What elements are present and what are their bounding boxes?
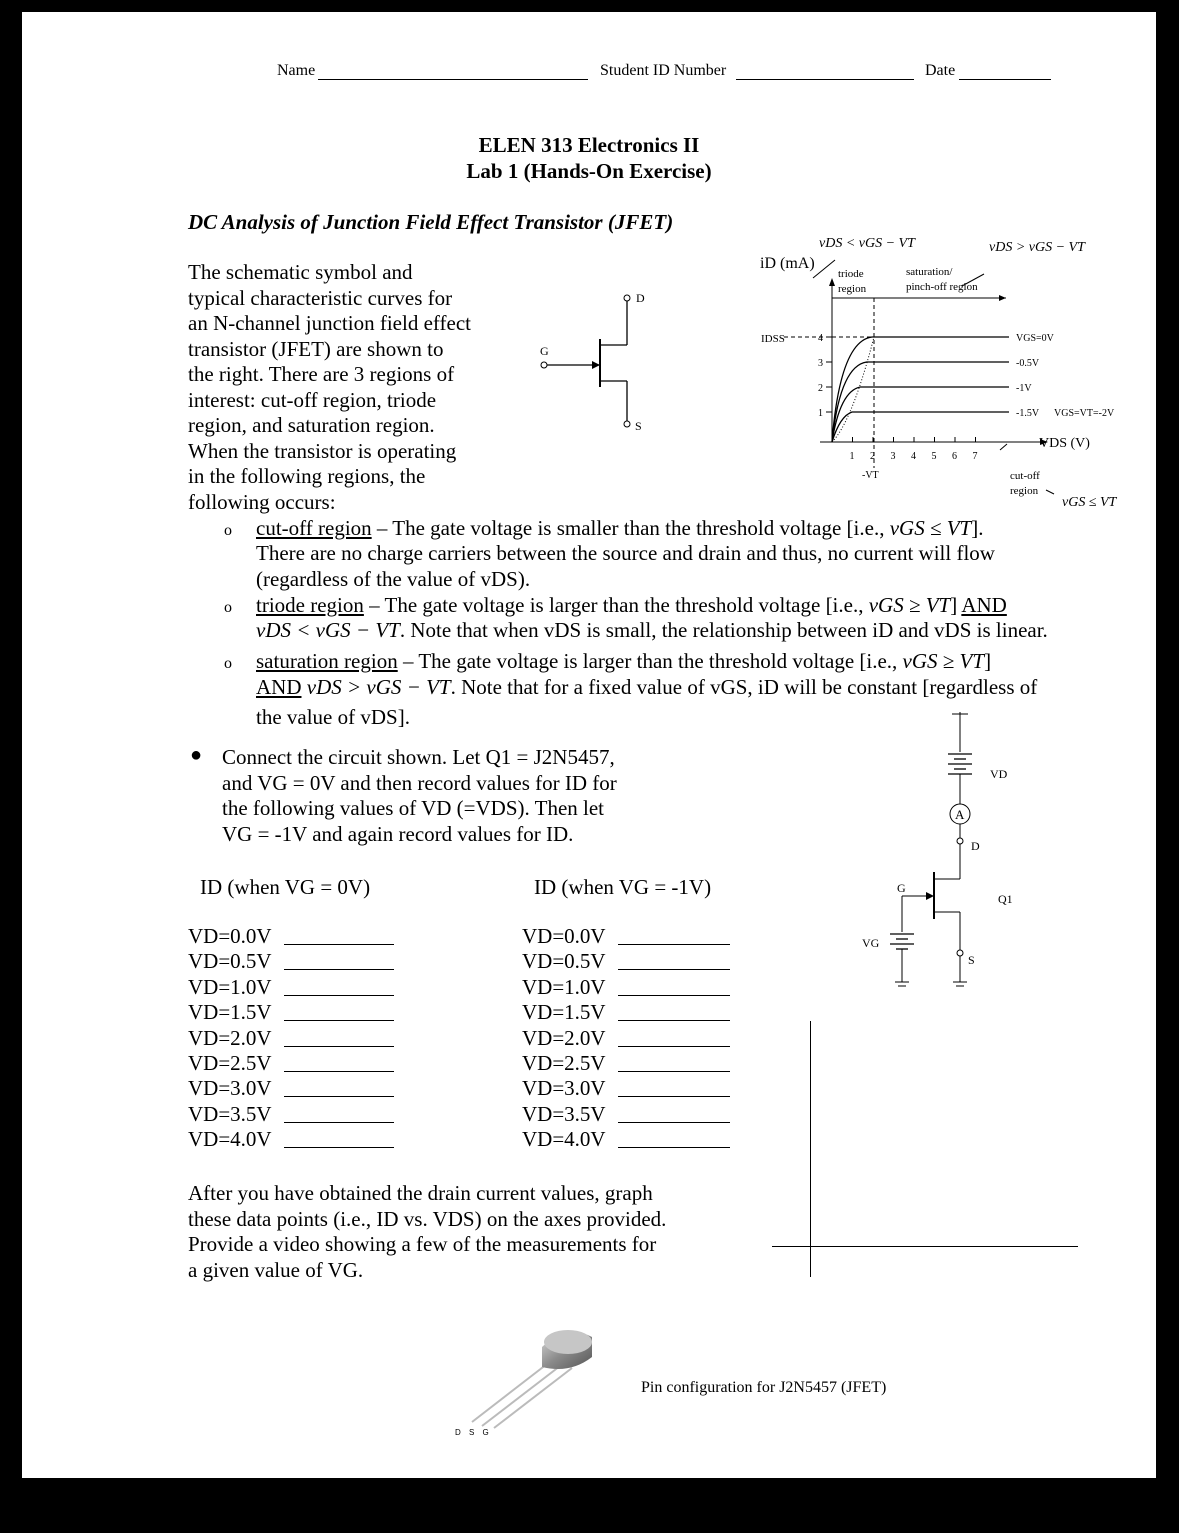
triode-condition: vGS ≥ VT [868,593,951,617]
jfet-symbol [534,287,654,437]
triode-label-1: triode [838,268,864,280]
package-top [544,1330,592,1354]
pin-caption: Pin configuration for J2N5457 (JFET) [641,1379,887,1396]
saturation-label-2: pinch-off region [906,281,978,293]
vd-label-vg-1: VD=2.0V [522,1025,606,1050]
triode-title: triode region [256,593,364,617]
vd-label-vg0: VD=3.0V [188,1076,272,1101]
vd-label-vg0: VD=0.5V [188,949,272,974]
gate-terminal [541,362,547,368]
instructions [222,745,617,847]
id-answer-blank-vg-1[interactable] [618,944,730,945]
vd-label-vg-1: VD=3.5V [522,1101,606,1126]
x-tick-label: 6 [952,451,957,462]
graph-x-axis[interactable] [772,1246,1078,1247]
id-answer-blank-vg-1[interactable] [618,995,730,996]
saturation-span-arrow [999,295,1006,301]
gate-label: G [897,881,906,895]
section-heading: DC Analysis of Junction Field Effect Transistor (JFET) [188,210,674,234]
bullet-icon: ● [190,744,203,766]
id-answer-blank-vg-1[interactable] [618,1122,730,1123]
instruction-line: and VG = 0V and then record values for ID for [222,770,617,795]
curve-1 [832,362,1009,442]
test-circuit [822,702,1022,992]
drain-terminal [624,295,630,301]
col1-heading: ID (when VG = 0V) [200,875,371,899]
curve-label: -0.5V [1016,358,1040,369]
y-axis-arrow [829,278,835,286]
x-axis-label: VDS (V) [1039,436,1090,451]
graph-y-axis[interactable] [810,1021,811,1277]
vgs-vt-label: VGS=VT=-2V [1054,408,1115,419]
y-tick-label: 1 [818,408,823,419]
lab-title: Lab 1 (Hands-On Exercise) [466,159,712,183]
drain-terminal [957,838,963,844]
triode-condition: vDS < vGS − VT [819,236,915,251]
saturation-label-1: saturation/ [906,266,953,278]
name-field[interactable] [318,79,588,80]
x-tick-label: 1 [849,451,855,462]
curve-group [784,278,1115,481]
cutoff-label-2: region [1010,485,1039,497]
document-page [22,12,1156,1478]
intro-line: region, and saturation region. [188,413,435,437]
cutoff-condition: vGS ≤ VT [1062,495,1117,510]
intro-line: interest: cut-off region, triode [188,387,437,412]
curve-label: -1.5V [1016,408,1040,419]
idss-label: IDSS [761,333,785,345]
id-answer-blank-vg-1[interactable] [618,969,730,970]
hollow-bullet-icon: o [224,655,232,672]
id-answer-blank-vg0[interactable] [284,1020,394,1021]
x-tick-label: 3 [890,451,896,462]
id-answer-blank-vg0[interactable] [284,1071,394,1072]
id-answer-blank-vg0[interactable] [284,1046,394,1047]
y-tick-label: 3 [818,358,823,369]
curve-3 [832,412,1009,442]
saturation-and: AND [256,675,302,699]
cutoff-text: – The gate voltage is smaller than the threshold voltage [i.e., [371,516,890,540]
gate-arrow [926,892,934,900]
id-answer-blank-vg-1[interactable] [618,1147,730,1148]
hollow-bullet-icon: o [224,522,232,539]
instruction-line: VG = -1V and again record values for ID. [222,821,574,846]
vd-label-vg-1: VD=3.0V [522,1076,606,1101]
gate-arrow [592,361,600,369]
source-terminal [957,950,963,956]
saturation-condition: vDS > vGS − VT [989,240,1085,255]
id-answer-blank-vg-1[interactable] [618,1020,730,1021]
name-label: Name [277,62,316,79]
intro-line: typical characteristic curves for [188,285,453,310]
date-field[interactable] [959,79,1051,80]
id-answer-blank-vg0[interactable] [284,969,394,970]
y-axis-label: iD (mA) [760,255,815,272]
intro-line: following occurs: [188,489,336,514]
cutoff-pointer [1046,490,1054,494]
vd-label-vg0: VD=3.5V [188,1101,272,1126]
saturation-end: ] [984,649,992,673]
closing-paragraph [188,1181,666,1283]
closing-line: a given value of VG. [188,1257,364,1282]
intro-paragraph [188,260,471,515]
id-answer-blank-vg0[interactable] [284,1096,394,1097]
curve-2 [832,387,1009,442]
intro-line: the right. There are 3 regions of [188,362,455,386]
triode-line2-condition: vDS < vGS − VT [256,618,400,642]
x-tick-label: 4 [911,451,916,462]
y-tick-label: 2 [818,383,823,394]
curve-0 [832,337,1009,442]
date-label: Date [925,62,956,79]
gate-label: G [540,344,549,358]
intro-line: When the transistor is operating [188,438,457,463]
ammeter-label: A [955,807,965,822]
id-answer-blank-vg0[interactable] [284,1122,394,1123]
x-tick-label: 5 [931,451,937,462]
characteristic-curves [734,230,1134,515]
q1-label: Q1 [998,892,1013,906]
vd-label-vg-1: VD=0.0V [522,924,606,948]
y-tick-label: 4 [818,333,823,344]
id-answer-blank-vg0[interactable] [284,995,394,996]
vd-label-vg-1: VD=1.0V [522,974,606,999]
saturation-line-3: the value of vDS]. [256,705,410,729]
source-label: S [635,419,642,433]
vd-label-vg0: VD=2.5V [188,1051,272,1075]
saturation-text: – The gate voltage is larger than the threshold voltage [i.e., [397,649,903,673]
vd-label-vg0: VD=0.0V [188,924,272,948]
cutoff-line-3: (regardless of the value of vDS). [256,567,531,591]
lead-s [482,1366,560,1426]
cutoff-title: cut-off region [256,516,372,540]
col2-heading: ID (when VG = -1V) [534,875,712,899]
triode-and: AND [961,593,1007,617]
saturation-condition: vGS ≥ VT [902,649,985,673]
vd-label-vg-1: VD=4.0V [522,1127,606,1152]
transistor-package-image [442,1322,622,1447]
vt-label: -VT [862,470,879,481]
vd-label-vg-1: VD=0.5V [522,949,606,974]
vd-label-vg0: VD=1.5V [188,1000,272,1025]
source-terminal [624,421,630,427]
hollow-bullet-icon: o [224,599,232,616]
id-answer-blank-vg0[interactable] [284,944,394,945]
student-id-label: Student ID Number [600,62,727,79]
intro-line: transistor (JFET) are shown to [188,336,444,361]
triode-pointer [813,260,835,278]
vd-label: VD [990,767,1008,781]
instruction-line: the following values of VD (=VDS). Then let [222,796,605,820]
closing-line: After you have obtained the drain current values, graph [188,1181,653,1205]
vd-label-vg0: VD=1.0V [188,974,272,999]
id-answer-blank-vg-1[interactable] [618,1096,730,1097]
intro-line: in the following regions, the [188,464,426,488]
saturation-title: saturation region [256,649,398,673]
vd-label-vg-1: VD=1.5V [522,1000,606,1025]
closing-line: these data points (i.e., ID vs. VDS) on the axes provided. [188,1206,667,1231]
curve-label: VGS=0V [1016,333,1054,344]
id-answer-blank-vg0[interactable] [284,1147,394,1148]
vd-label-vg0: VD=4.0V [188,1127,272,1152]
curve-label: -1V [1016,383,1032,394]
drain-label: D [636,291,645,305]
course-title: ELEN 313 Electronics II [478,133,700,157]
source-label: S [968,953,975,967]
id-answer-blank-vg-1[interactable] [618,1046,730,1047]
instruction-line: Connect the circuit shown. Let Q1 = J2N5457, [222,745,615,769]
intro-line: an N-channel junction field effect [188,311,471,335]
cutoff-end: ]. [971,516,984,540]
lead-g [494,1368,572,1428]
cutoff-line-2: There are no charge carriers between the source and drain and thus, no current will flow [256,541,995,565]
vd-label-vg0: VD=2.0V [188,1025,272,1050]
triode-end: ] [950,593,962,617]
vd-label-vg-1: VD=2.5V [522,1051,606,1075]
vds-pointer [1000,444,1007,450]
triode-label-2: region [838,283,867,295]
cutoff-label-1: cut-off [1010,470,1040,482]
closing-line: Provide a video showing a few of the measurements for [188,1232,657,1256]
drain-label: D [971,839,980,853]
vg-label: VG [862,936,880,950]
pin-labels: D S G [455,1428,492,1437]
x-tick-label: 7 [972,451,978,462]
triode-line2-text: . Note that when vDS is small, the relationship between iD and vDS is linear. [399,618,1048,642]
cutoff-condition: vGS ≤ VT [889,516,972,540]
student-id-field[interactable] [736,79,914,80]
saturation-line2-condition: vDS > vGS − VT [306,675,451,699]
saturation-line2-text: . Note that for a fixed value of vGS, iD will be constant [regardless of [450,675,1038,699]
lead-d [472,1364,547,1422]
id-answer-blank-vg-1[interactable] [618,1071,730,1072]
x-tick-label: 2 [870,451,875,462]
triode-text: – The gate voltage is larger than the threshold voltage [i.e., [363,593,869,617]
intro-line: The schematic symbol and [188,260,413,284]
